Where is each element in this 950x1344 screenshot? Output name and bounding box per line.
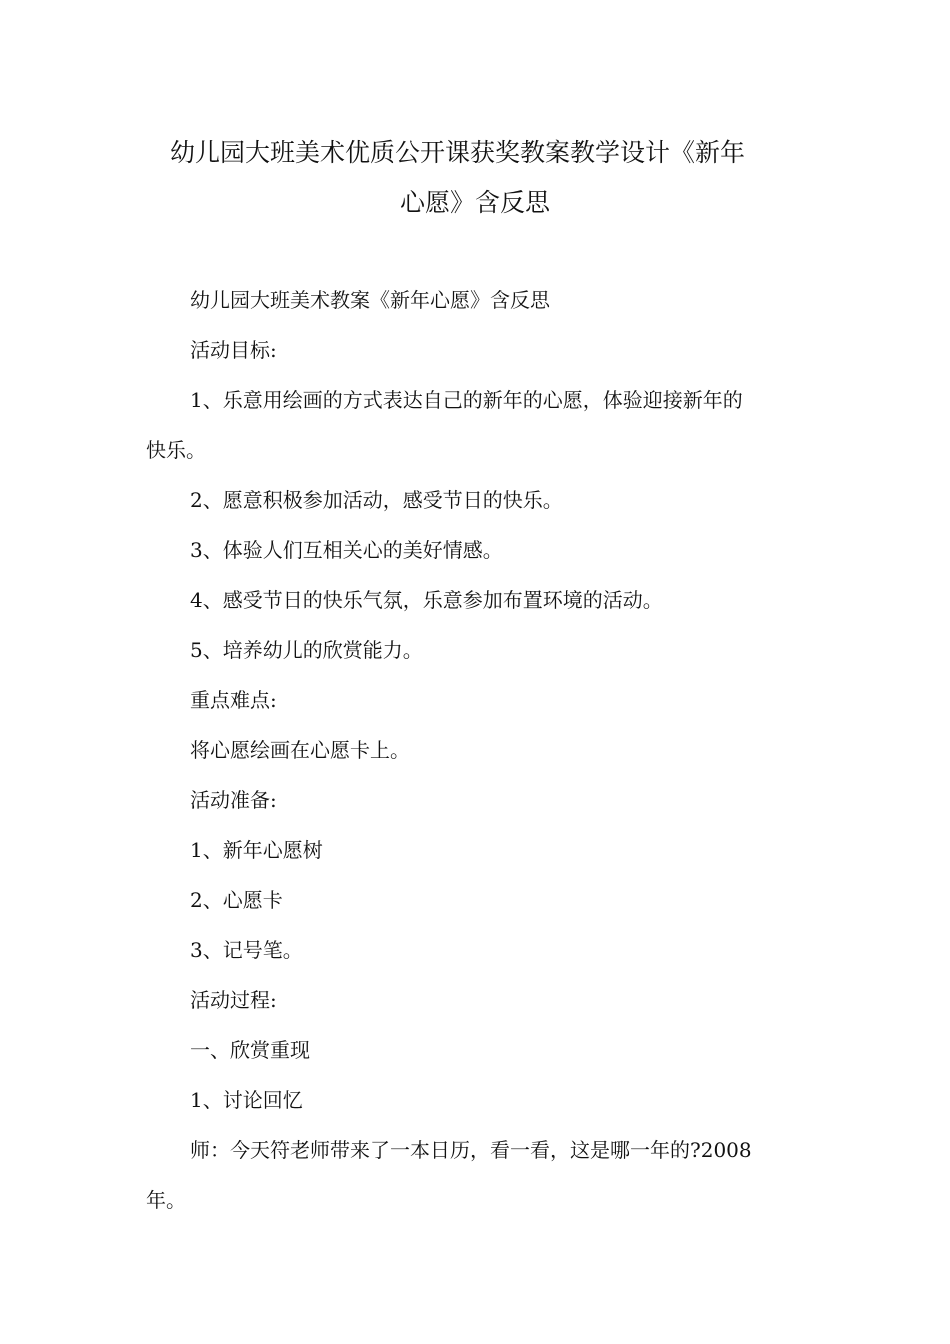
document-title-line-1: 幼儿园大班美术优质公开课获奖教案教学设计《新年 [170,138,746,167]
heading-preparation: 活动准备: [190,788,277,812]
heading-process: 活动过程: [190,988,277,1012]
teacher-dialogue-continued: 年。 [146,1188,186,1212]
document-title-line-2: 心愿》含反思 [399,188,550,217]
teacher-dialogue: 师：今天符老师带来了一本日历，看一看，这是哪一年的?2008 [190,1138,752,1162]
process-section-1: 一、欣赏重现 [190,1038,310,1062]
process-step-1: 1、讨论回忆 [190,1088,303,1112]
preparation-item-3: 3、记号笔。 [190,938,303,962]
goal-item-2: 2、愿意积极参加活动，感受节日的快乐。 [190,488,563,512]
goal-item-3: 3、体验人们互相关心的美好情感。 [190,538,503,562]
heading-key-points: 重点难点: [190,688,277,712]
preparation-item-2: 2、心愿卡 [190,888,283,912]
heading-activity-goals: 活动目标: [190,338,277,362]
goal-item-4: 4、感受节日的快乐气氛，乐意参加布置环境的活动。 [190,588,663,612]
subtitle-paragraph: 幼儿园大班美术教案《新年心愿》含反思 [190,288,550,312]
goal-item-1-continued: 快乐。 [146,438,206,462]
key-points-text: 将心愿绘画在心愿卡上。 [190,738,410,762]
goal-item-1: 1、乐意用绘画的方式表达自己的新年的心愿，体验迎接新年的 [190,388,743,412]
preparation-item-1: 1、新年心愿树 [190,838,323,862]
goal-item-5: 5、培养幼儿的欣赏能力。 [190,638,423,662]
